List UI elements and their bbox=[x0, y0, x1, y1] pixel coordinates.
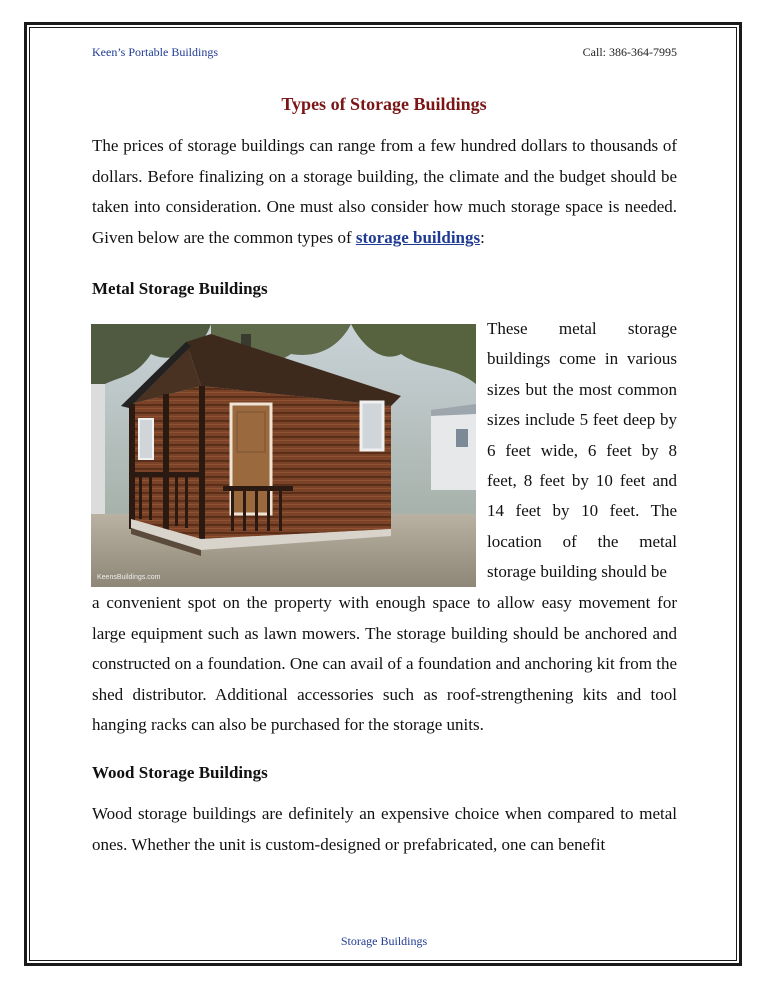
wood-paragraph: Wood storage buildings are definitely an expensive choice when compared to metal ones. Whether the unit is custom-designed or prefabricated, one can benefit bbox=[92, 804, 677, 854]
intro-end: : bbox=[480, 227, 485, 247]
metal-continued-paragraph: a convenient spot on the property with enough space to allow easy movement for large equipment such as lawn mowers. The storage building should be anchored and constructed on a foundation. One can avail of a foundation and anchoring kit from the shed distributor. Additional accessories such as roof-strengthening kits and tool hanging racks can also be purchased for the storage units. bbox=[92, 593, 677, 734]
company-name: Keen’s Portable Buildings bbox=[92, 45, 218, 59]
phone-number: Call: 386-364-7995 bbox=[582, 45, 677, 59]
page-title: Types of Storage Buildings bbox=[281, 94, 487, 114]
intro-text: The prices of storage buildings can range from a few hundred dollars to thousands of dollars. Before finalizing on a storage building, the climate and the budget should be taken into consideration. One must also consider how much storage space is needed. Given below are the common types of bbox=[92, 136, 677, 247]
page-footer: Storage Buildings bbox=[340, 934, 428, 948]
wood-heading: Wood Storage Buildings bbox=[92, 763, 268, 782]
metal-heading: Metal Storage Buildings bbox=[92, 279, 268, 298]
metal-side-paragraph: These metal storage buildings come in various sizes but the most common sizes include 5 feet deep by 6 feet wide, 6 feet by 8 feet, 8 feet by 10 feet and 14 feet by 10 feet. The location of the metal storage building should be bbox=[487, 319, 677, 582]
metal-building-photo bbox=[91, 324, 476, 587]
intro-paragraph bbox=[92, 131, 677, 253]
storage-buildings-link[interactable]: storage buildings bbox=[355, 227, 481, 247]
photo-watermark: KeensBuildings.com bbox=[97, 574, 161, 581]
